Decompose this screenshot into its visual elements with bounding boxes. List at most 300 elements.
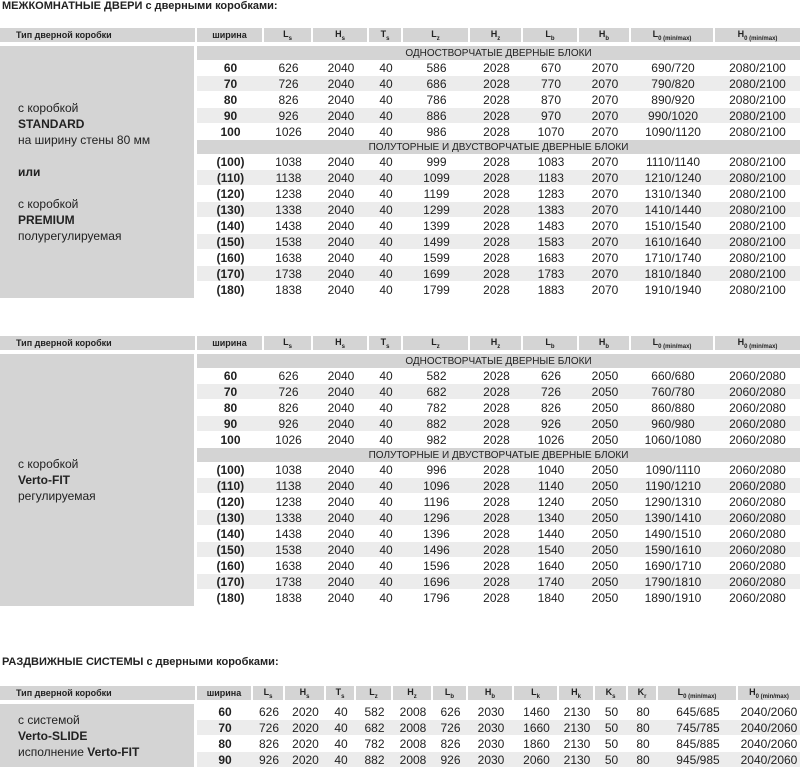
value-cell: 726 [523, 384, 579, 400]
value-cell: 80 [628, 704, 658, 720]
width-cell: 90 [197, 416, 264, 432]
value-cell: 2028 [470, 416, 523, 432]
value-cell: 682 [356, 720, 393, 736]
value-cell: 1499 [403, 234, 470, 250]
value-cell: 40 [369, 478, 403, 494]
value-cell: 1638 [264, 558, 313, 574]
column-header-sub: z [497, 35, 501, 42]
value-cell: 1496 [403, 542, 470, 558]
value-cell: 626 [264, 60, 313, 76]
value-cell: 2050 [579, 574, 631, 590]
value-cell: 1440 [523, 526, 579, 542]
value-cell: 80 [628, 736, 658, 752]
value-cell: 660/680 [631, 368, 715, 384]
value-cell: 2060/2080 [715, 494, 800, 510]
value-cell: 1399 [403, 218, 470, 234]
value-cell: 1740 [523, 574, 579, 590]
value-cell: 2070 [579, 92, 631, 108]
column-header-sub: s [386, 35, 390, 42]
value-cell: 2028 [470, 124, 523, 140]
value-cell: 2040 [313, 368, 369, 384]
value-cell: 2060/2080 [715, 432, 800, 448]
value-cell: 2080/2100 [715, 186, 800, 202]
column-header-sub: s [269, 693, 273, 700]
column-header-main: Тип дверной коробки [16, 30, 112, 40]
section-banner-row [0, 354, 800, 368]
column-header-sub: 0 (min/max) [683, 693, 717, 700]
value-cell: 1860 [514, 736, 559, 752]
section-banner: ОДНОСТВОРЧАТЫЕ ДВЕРНЫЕ БЛОКИ [197, 46, 800, 60]
value-cell: 2040/2060 [738, 720, 800, 736]
value-cell: 882 [356, 752, 393, 768]
section-banner: ПОЛУТОРНЫЕ И ДВУСТВОРЧАТЫЕ ДВЕРНЫЕ БЛОКИ [197, 448, 800, 462]
value-cell: 2030 [468, 720, 514, 736]
value-cell: 2020 [285, 736, 326, 752]
column-header [715, 28, 800, 42]
width-cell: (120) [197, 186, 264, 202]
width-cell: 90 [197, 108, 264, 124]
value-cell: 1083 [523, 154, 579, 170]
column-header-sub: z [436, 35, 440, 42]
value-cell: 2060/2080 [715, 478, 800, 494]
value-cell: 1310/1340 [631, 186, 715, 202]
column-header [579, 28, 631, 42]
value-cell: 2050 [579, 510, 631, 526]
column-header-main: H [484, 686, 492, 697]
value-cell: 2130 [559, 752, 595, 768]
value-cell: 2080/2100 [715, 266, 800, 282]
value-cell: 2070 [579, 282, 631, 298]
column-header-sub: z [374, 693, 378, 700]
column-header-sub: s [386, 343, 390, 350]
value-cell: 1238 [264, 186, 313, 202]
value-cell: 2028 [470, 202, 523, 218]
value-cell: 2040 [313, 590, 369, 606]
box-type-description [0, 354, 197, 606]
column-header [285, 686, 326, 700]
value-cell: 40 [369, 416, 403, 432]
value-cell: 2040 [313, 416, 369, 432]
column-header-main: L [283, 28, 289, 39]
column-header-sub: b [605, 343, 610, 350]
value-cell: 1396 [403, 526, 470, 542]
value-cell: 2040 [313, 92, 369, 108]
width-cell: 70 [197, 76, 264, 92]
value-cell: 2028 [470, 282, 523, 298]
value-cell: 2040 [313, 494, 369, 510]
value-cell: 2050 [579, 400, 631, 416]
column-header [738, 686, 800, 700]
value-cell: 1590/1610 [631, 542, 715, 558]
column-header [658, 686, 738, 700]
value-cell: 945/985 [658, 752, 738, 768]
value-cell: 860/880 [631, 400, 715, 416]
width-cell: 90 [197, 752, 253, 768]
heading-rest: с дверными коробками: [142, 0, 278, 12]
value-cell: 1799 [403, 282, 470, 298]
column-header [403, 336, 470, 350]
value-cell: 2070 [579, 202, 631, 218]
column-header-main: H [490, 28, 498, 39]
value-cell: 2028 [470, 400, 523, 416]
value-cell: 2040/2060 [738, 736, 800, 752]
value-cell: 40 [326, 736, 356, 752]
value-cell: 1140 [523, 478, 579, 494]
value-cell: 670 [523, 60, 579, 76]
value-cell: 40 [369, 432, 403, 448]
box-type-line: с системой [18, 712, 80, 727]
column-header-sub: z [497, 343, 501, 350]
box-type-line: PREMIUM [18, 213, 75, 227]
column-header-main: ширина [212, 338, 247, 348]
value-cell: 926 [433, 752, 468, 768]
value-cell: 40 [369, 368, 403, 384]
value-cell: 2130 [559, 720, 595, 736]
column-header [628, 686, 658, 700]
value-cell: 2070 [579, 186, 631, 202]
width-cell: 70 [197, 384, 264, 400]
value-cell: 1890/1910 [631, 590, 715, 606]
column-header-main: H [335, 28, 342, 39]
value-cell: 2028 [470, 590, 523, 606]
value-cell: 1840 [523, 590, 579, 606]
column-header-sub: 0 (min/max) [658, 343, 692, 350]
column-header-sub: r [644, 693, 647, 700]
value-cell: 2028 [470, 108, 523, 124]
width-cell: 100 [197, 124, 264, 140]
value-cell: 1338 [264, 510, 313, 526]
value-cell: 782 [356, 736, 393, 752]
column-header-main: L [652, 336, 659, 347]
value-cell: 40 [369, 76, 403, 92]
box-type-line: с коробкой [18, 457, 79, 471]
column-header-main: H [490, 336, 498, 347]
value-cell: 2040 [313, 218, 369, 234]
value-cell: 1460 [514, 704, 559, 720]
value-cell: 2080/2100 [715, 250, 800, 266]
value-cell: 1299 [403, 202, 470, 218]
value-cell: 40 [369, 250, 403, 266]
value-cell: 2028 [470, 526, 523, 542]
value-cell: 1138 [264, 478, 313, 494]
value-cell: 626 [264, 368, 313, 384]
column-header-main: L [545, 336, 551, 347]
column-header-sub: b [491, 693, 496, 700]
value-cell: 1490/1510 [631, 526, 715, 542]
value-cell: 1538 [264, 234, 313, 250]
value-cell: 1910/1940 [631, 282, 715, 298]
value-cell: 40 [369, 170, 403, 186]
width-cell: 100 [197, 432, 264, 448]
column-header [313, 336, 369, 350]
value-cell: 645/685 [658, 704, 738, 720]
column-header-main: H [407, 686, 414, 697]
value-cell: 2080/2100 [715, 124, 800, 140]
value-cell: 726 [264, 76, 313, 92]
value-cell: 2050 [579, 542, 631, 558]
value-cell: 1090/1110 [631, 462, 715, 478]
column-header [523, 336, 579, 350]
box-type-line: или [18, 165, 41, 179]
value-cell: 2070 [579, 250, 631, 266]
value-cell: 2040 [313, 542, 369, 558]
value-cell: 1510/1540 [631, 218, 715, 234]
section-banner: ПОЛУТОРНЫЕ И ДВУСТВОРЧАТЫЕ ДВЕРНЫЕ БЛОКИ [197, 140, 800, 154]
value-cell: 2070 [579, 218, 631, 234]
width-cell: (120) [197, 494, 264, 510]
column-header-main: L [545, 28, 551, 39]
value-cell: 1583 [523, 234, 579, 250]
value-cell: 40 [369, 124, 403, 140]
value-cell: 1340 [523, 510, 579, 526]
value-cell: 626 [523, 368, 579, 384]
box-type-description [0, 46, 197, 298]
column-header-main: H [299, 686, 307, 697]
column-header-main: H [749, 686, 756, 697]
value-cell: 786 [403, 92, 470, 108]
column-header [470, 28, 523, 42]
column-header-main: Тип дверной коробки [16, 688, 112, 698]
value-cell: 2040 [313, 282, 369, 298]
column-header-main: L [652, 28, 659, 39]
width-cell: (130) [197, 510, 264, 526]
table-header [0, 336, 800, 350]
value-cell: 582 [403, 368, 470, 384]
value-cell: 1038 [264, 154, 313, 170]
column-header [514, 686, 559, 700]
value-cell: 40 [369, 218, 403, 234]
value-cell: 40 [369, 282, 403, 298]
value-cell: 80 [628, 752, 658, 768]
column-header [0, 336, 197, 350]
verto-fit-table [0, 336, 800, 606]
line-gap [18, 180, 194, 196]
value-cell: 1038 [264, 462, 313, 478]
value-cell: 2060/2080 [715, 558, 800, 574]
width-cell: (110) [197, 170, 264, 186]
value-cell: 826 [253, 736, 285, 752]
value-cell: 2028 [470, 384, 523, 400]
value-cell: 2028 [470, 154, 523, 170]
value-cell: 2008 [393, 752, 433, 768]
column-header-sub: s [306, 693, 310, 700]
value-cell: 1596 [403, 558, 470, 574]
line-gap [18, 148, 194, 164]
column-header-main: L [444, 686, 451, 697]
value-cell: 50 [595, 720, 628, 736]
value-cell: 1026 [264, 432, 313, 448]
value-cell: 2070 [579, 170, 631, 186]
value-cell: 826 [523, 400, 579, 416]
value-cell: 726 [433, 720, 468, 736]
column-header [0, 28, 197, 42]
column-header [468, 686, 514, 700]
value-cell: 2040/2060 [738, 704, 800, 720]
column-header-main: L [677, 686, 684, 697]
value-cell: 2060/2080 [715, 400, 800, 416]
value-cell: 2028 [470, 266, 523, 282]
value-cell: 2028 [470, 76, 523, 92]
value-cell: 40 [369, 462, 403, 478]
value-cell: 926 [523, 416, 579, 432]
column-header [197, 336, 264, 350]
value-cell: 40 [369, 384, 403, 400]
column-header-main: H [737, 336, 745, 347]
value-cell: 2040 [313, 170, 369, 186]
column-header-sub: 0 (min/max) [744, 343, 778, 350]
value-cell: 1290/1310 [631, 494, 715, 510]
value-cell: 1090/1120 [631, 124, 715, 140]
value-cell: 1660 [514, 720, 559, 736]
value-cell: 1410/1440 [631, 202, 715, 218]
value-cell: 926 [253, 752, 285, 768]
column-header-main: L [431, 336, 437, 347]
value-cell: 2040 [313, 266, 369, 282]
value-cell: 890/920 [631, 92, 715, 108]
value-cell: 1026 [523, 432, 579, 448]
value-cell: 1790/1810 [631, 574, 715, 590]
value-cell: 2028 [470, 170, 523, 186]
value-cell: 745/785 [658, 720, 738, 736]
value-cell: 2050 [579, 368, 631, 384]
column-header [595, 686, 628, 700]
column-header-main: Тип дверной коробки [16, 338, 112, 348]
value-cell: 2080/2100 [715, 108, 800, 124]
value-cell: 1438 [264, 218, 313, 234]
value-cell: 2040 [313, 478, 369, 494]
value-cell: 1690/1710 [631, 558, 715, 574]
value-cell: 40 [369, 202, 403, 218]
value-cell: 586 [403, 60, 470, 76]
value-cell: 626 [253, 704, 285, 720]
value-cell: 970 [523, 108, 579, 124]
width-cell: (100) [197, 462, 264, 478]
value-cell: 2070 [579, 266, 631, 282]
value-cell: 1338 [264, 202, 313, 218]
value-cell: 626 [433, 704, 468, 720]
value-cell: 50 [595, 736, 628, 752]
value-cell: 1540 [523, 542, 579, 558]
value-cell: 40 [369, 92, 403, 108]
value-cell: 2028 [470, 558, 523, 574]
table-row [0, 704, 800, 720]
value-cell: 1383 [523, 202, 579, 218]
value-cell: 2070 [579, 108, 631, 124]
value-cell: 2040/2060 [738, 752, 800, 768]
value-cell: 1183 [523, 170, 579, 186]
column-header [356, 686, 393, 700]
value-cell: 2028 [470, 542, 523, 558]
table-header [0, 28, 800, 42]
value-cell: 2050 [579, 526, 631, 542]
value-cell: 726 [253, 720, 285, 736]
heading-bold: МЕЖКОМНАТНЫЕ ДВЕРИ [2, 0, 143, 12]
value-cell: 1638 [264, 250, 313, 266]
column-header-sub: k [536, 693, 540, 700]
value-cell: 80 [628, 720, 658, 736]
column-header-main: ширина [206, 688, 242, 698]
value-cell: 986 [403, 124, 470, 140]
column-header [264, 28, 313, 42]
value-cell: 1099 [403, 170, 470, 186]
column-header-main: H [598, 28, 606, 39]
value-cell: 2040 [313, 108, 369, 124]
width-cell: (150) [197, 234, 264, 250]
column-header-sub: z [436, 343, 440, 350]
width-cell: 60 [197, 704, 253, 720]
value-cell: 1610/1640 [631, 234, 715, 250]
heading-bold: РАЗДВИЖНЫЕ СИСТЕМЫ [2, 656, 144, 668]
column-header-main: H [571, 686, 578, 697]
value-cell: 2040 [313, 124, 369, 140]
column-header [433, 686, 468, 700]
column-header [470, 336, 523, 350]
value-cell: 2028 [470, 478, 523, 494]
value-cell: 1699 [403, 266, 470, 282]
box-type-line: Verto-SLIDE [18, 728, 88, 743]
value-cell: 790/820 [631, 76, 715, 92]
value-cell: 2060/2080 [715, 542, 800, 558]
column-header [631, 336, 715, 350]
value-cell: 2030 [468, 752, 514, 768]
width-cell: (170) [197, 574, 264, 590]
width-cell: (160) [197, 250, 264, 266]
value-cell: 40 [326, 704, 356, 720]
column-header-main: H [737, 28, 745, 39]
value-cell: 2040 [313, 250, 369, 266]
value-cell: 1070 [523, 124, 579, 140]
value-cell: 2008 [393, 736, 433, 752]
column-header [369, 28, 403, 42]
value-cell: 2080/2100 [715, 218, 800, 234]
column-header [523, 28, 579, 42]
value-cell: 926 [264, 108, 313, 124]
value-cell: 1040 [523, 462, 579, 478]
width-cell: 80 [197, 400, 264, 416]
value-cell: 1696 [403, 574, 470, 590]
value-cell: 2080/2100 [715, 60, 800, 76]
column-header [313, 28, 369, 42]
value-cell: 40 [369, 590, 403, 606]
column-header-sub: s [341, 343, 345, 350]
value-cell: 40 [369, 542, 403, 558]
value-cell: 40 [369, 108, 403, 124]
value-cell: 826 [264, 92, 313, 108]
value-cell: 2040 [313, 526, 369, 542]
value-cell: 682 [403, 384, 470, 400]
value-cell: 40 [369, 234, 403, 250]
column-header-main: L [263, 686, 270, 697]
value-cell: 50 [595, 752, 628, 768]
column-header-main: H [598, 336, 606, 347]
value-cell: 2040 [313, 384, 369, 400]
value-cell: 2040 [313, 558, 369, 574]
width-cell: (140) [197, 218, 264, 234]
value-cell: 1296 [403, 510, 470, 526]
column-header [715, 336, 800, 350]
value-cell: 2080/2100 [715, 154, 800, 170]
value-cell: 2040 [313, 76, 369, 92]
value-cell: 2008 [393, 704, 433, 720]
value-cell: 1810/1840 [631, 266, 715, 282]
value-cell: 2050 [579, 432, 631, 448]
column-header [579, 336, 631, 350]
value-cell: 2060/2080 [715, 368, 800, 384]
width-cell: (100) [197, 154, 264, 170]
column-header-sub: s [341, 35, 345, 42]
column-header-main: H [335, 336, 342, 347]
column-header-main: K [605, 686, 613, 697]
